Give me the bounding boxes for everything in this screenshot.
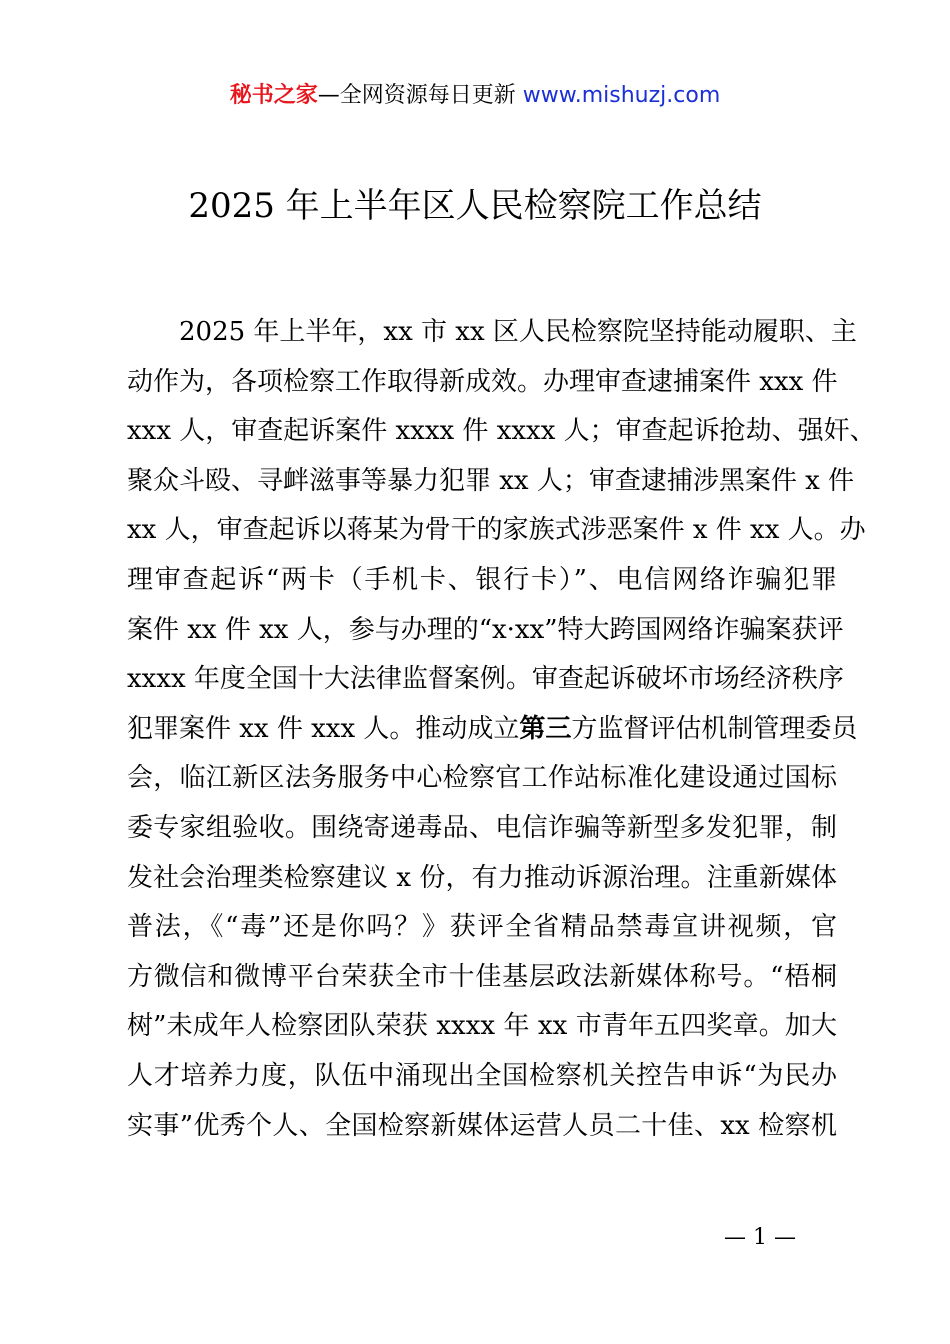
body-line: 理审查起诉“两卡（手机卡、银行卡）”、电信网络诈骗犯罪 bbox=[127, 564, 837, 595]
body-line: 动作为，各项检察工作取得新成效。办理审查逮捕案件 xxx 件 bbox=[127, 366, 838, 397]
body-line-with-emphasis bbox=[127, 705, 858, 755]
brand-name: 秘书之家 bbox=[229, 83, 318, 108]
body-line: 实事”优秀个人、全国检察新媒体运营人员二十佳、xx 检察机 bbox=[127, 1110, 837, 1141]
body-line: 委专家组验收。围绕寄递毒品、电信诈骗等新型多发犯罪，制 bbox=[127, 812, 837, 843]
document-title: 2025 年上半年区人民检察院工作总结 bbox=[188, 186, 762, 226]
body-line: 人才培养力度，队伍中涌现出全国检察机关控告申诉“为民办 bbox=[127, 1060, 837, 1091]
header-slogan: —全网资源每日更新 bbox=[317, 83, 516, 108]
site-url[interactable]: www.mishuzj.com bbox=[522, 83, 721, 108]
line-text-post: 方监督评估机制管理委员 bbox=[571, 713, 858, 744]
body-line: 2025 年上半年，xx 市 xx 区人民检察院坚持能动履职、主 bbox=[179, 317, 857, 347]
body-line: 树”未成年人检察团队荣获 xxxx 年 xx 市青年五四奖章。加大 bbox=[127, 1011, 837, 1042]
page-number: — 1 — bbox=[724, 1225, 796, 1250]
body-line: xx 人，审查起诉以蒋某为骨干的家族式涉恶案件 x 件 xx 人。办 bbox=[127, 515, 866, 546]
body-line: 方微信和微博平台荣获全市十佳基层政法新媒体称号。“梧桐 bbox=[127, 961, 837, 992]
body-line: xxx 人，审查起诉案件 xxxx 件 xxxx 人；审查起诉抢劫、强奸、 bbox=[127, 416, 876, 447]
site-header bbox=[0, 80, 950, 112]
body-line: xxxx 年度全国十大法律监督案例。审查起诉破坏市场经济秩序 bbox=[127, 664, 844, 695]
body-line: 会，临江新区法务服务中心检察官工作站标准化建设通过国标 bbox=[127, 763, 837, 794]
document-body bbox=[127, 308, 876, 1151]
line-text-pre: 犯罪案件 xx 件 xxx 人。推动成立 bbox=[127, 713, 520, 744]
bold-text: 第三 bbox=[519, 713, 572, 744]
body-line: 普法，《“毒”还是你吗？》获评全省精品禁毒宣讲视频，官 bbox=[127, 912, 837, 943]
body-line: 案件 xx 件 xx 人，参与办理的“x·xx”特大跨国网络诈骗案获评 bbox=[127, 614, 844, 645]
body-line: 发社会治理类检察建议 x 份，有力推动诉源治理。注重新媒体 bbox=[127, 862, 837, 893]
body-line: 聚众斗殴、寻衅滋事等暴力犯罪 xx 人；审查逮捕涉黑案件 x 件 bbox=[127, 465, 855, 496]
